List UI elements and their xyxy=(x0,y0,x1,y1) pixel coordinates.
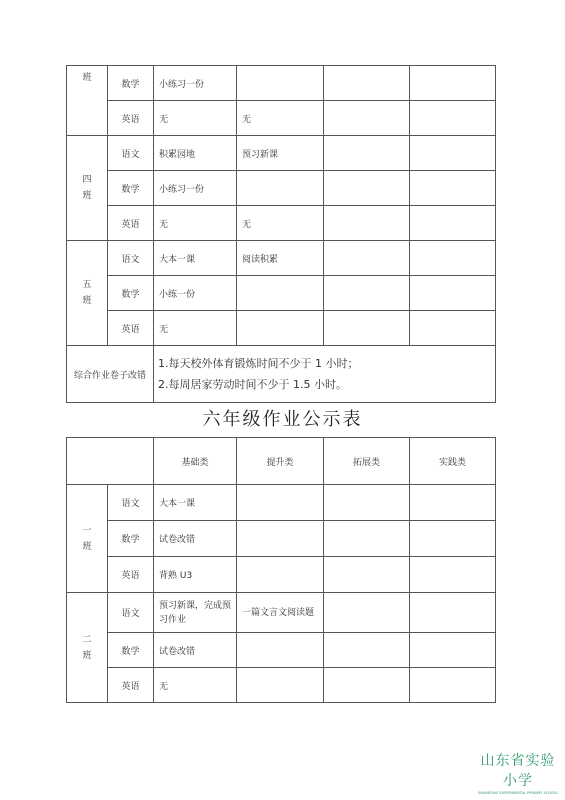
improve-cell: 无 xyxy=(237,101,324,136)
notes-cell xyxy=(154,346,496,403)
subject-cell: 语文 xyxy=(108,241,154,276)
basic-cell: 大本一课 xyxy=(154,485,237,521)
homework-table-continued xyxy=(66,65,496,403)
practice-cell xyxy=(410,136,496,171)
subject-cell: 英语 xyxy=(108,668,154,703)
improve-cell: 无 xyxy=(237,206,324,241)
practice-cell xyxy=(410,311,496,346)
page-title: 六年级作业公示表 xyxy=(202,409,363,430)
improve-cell xyxy=(237,311,324,346)
subject-cell: 数学 xyxy=(108,276,154,311)
extend-cell xyxy=(324,136,410,171)
extend-cell xyxy=(324,521,410,557)
improve-cell xyxy=(237,668,324,703)
header-improve: 提升类 xyxy=(237,438,324,485)
class-label: 二 班 xyxy=(67,593,108,703)
extend-cell xyxy=(324,668,410,703)
practice-cell xyxy=(410,171,496,206)
note-line-1: 1.每天校外体育锻炼时间不少于 1 小时； xyxy=(158,357,359,370)
improve-cell: 一篇文言文阅读题 xyxy=(237,593,324,633)
basic-cell: 无 xyxy=(154,311,237,346)
table-row xyxy=(67,276,496,311)
extend-cell xyxy=(324,557,410,593)
table-row xyxy=(67,136,496,171)
extend-cell xyxy=(324,311,410,346)
practice-cell xyxy=(410,101,496,136)
practice-cell xyxy=(410,241,496,276)
table-row xyxy=(67,101,496,136)
subject-cell: 数学 xyxy=(108,633,154,668)
header-basic: 基础类 xyxy=(154,438,237,485)
notes-row xyxy=(67,346,496,403)
header-row xyxy=(67,438,496,485)
basic-cell: 预习新课，完成预习作业 xyxy=(154,593,237,633)
practice-cell xyxy=(410,668,496,703)
table-row xyxy=(67,593,496,633)
header-extend: 拓展类 xyxy=(324,438,410,485)
extend-cell xyxy=(324,485,410,521)
table-row xyxy=(67,311,496,346)
extend-cell xyxy=(324,206,410,241)
class-label: 一 班 xyxy=(67,485,108,593)
basic-cell: 背熟 U3 xyxy=(154,557,237,593)
subject-cell: 数学 xyxy=(108,171,154,206)
header-practice: 实践类 xyxy=(410,438,496,485)
table-row xyxy=(67,66,496,101)
table-row xyxy=(67,557,496,593)
improve-cell: 预习新课 xyxy=(237,136,324,171)
improve-cell xyxy=(237,557,324,593)
improve-cell xyxy=(237,66,324,101)
practice-cell xyxy=(410,593,496,633)
table-row xyxy=(67,668,496,703)
basic-cell: 无 xyxy=(154,668,237,703)
extend-cell xyxy=(324,593,410,633)
basic-cell: 试卷改错 xyxy=(154,521,237,557)
grade6-homework-table xyxy=(66,437,496,703)
header-corner-cell xyxy=(67,438,154,485)
school-logo xyxy=(474,750,562,795)
subject-cell: 英语 xyxy=(108,101,154,136)
improve-cell xyxy=(237,276,324,311)
extend-cell xyxy=(324,241,410,276)
practice-cell xyxy=(410,485,496,521)
notes-label: 综合作业卷子改错 xyxy=(67,346,154,403)
subject-cell: 英语 xyxy=(108,557,154,593)
extend-cell xyxy=(324,633,410,668)
basic-cell: 小练一份 xyxy=(154,276,237,311)
extend-cell xyxy=(324,66,410,101)
class-label: 班 xyxy=(67,66,108,136)
subject-cell: 语文 xyxy=(108,485,154,521)
table-row xyxy=(67,633,496,668)
basic-cell: 试卷改错 xyxy=(154,633,237,668)
subject-cell: 数学 xyxy=(108,521,154,557)
table-row xyxy=(67,521,496,557)
improve-cell xyxy=(237,485,324,521)
extend-cell xyxy=(324,276,410,311)
improve-cell xyxy=(237,633,324,668)
subject-cell: 语文 xyxy=(108,136,154,171)
subject-cell: 数学 xyxy=(108,66,154,101)
basic-cell: 无 xyxy=(154,101,237,136)
improve-cell: 阅读积累 xyxy=(237,241,324,276)
extend-cell xyxy=(324,101,410,136)
practice-cell xyxy=(410,557,496,593)
basic-cell: 大本一课 xyxy=(154,241,237,276)
subject-cell: 语文 xyxy=(108,593,154,633)
table-row xyxy=(67,171,496,206)
extend-cell xyxy=(324,171,410,206)
practice-cell xyxy=(410,206,496,241)
table-row xyxy=(67,241,496,276)
basic-cell: 小练习一份 xyxy=(154,66,237,101)
class-label: 四 班 xyxy=(67,136,108,241)
basic-cell: 积累园地 xyxy=(154,136,237,171)
school-logo-name: 山东省实验小学 xyxy=(480,753,556,789)
school-logo-english: SHANDONG EXPERIMENTAL PRIMARY SCHOOL xyxy=(477,791,559,795)
improve-cell xyxy=(237,171,324,206)
table-row xyxy=(67,206,496,241)
class-label: 五 班 xyxy=(67,241,108,346)
basic-cell: 无 xyxy=(154,206,237,241)
note-line-2: 2.每周居家劳动时间不少于 1.5 小时。 xyxy=(158,378,347,391)
practice-cell xyxy=(410,66,496,101)
practice-cell xyxy=(410,521,496,557)
practice-cell xyxy=(410,276,496,311)
basic-cell: 小练习一份 xyxy=(154,171,237,206)
improve-cell xyxy=(237,521,324,557)
table-row xyxy=(67,485,496,521)
practice-cell xyxy=(410,633,496,668)
subject-cell: 英语 xyxy=(108,311,154,346)
subject-cell: 英语 xyxy=(108,206,154,241)
